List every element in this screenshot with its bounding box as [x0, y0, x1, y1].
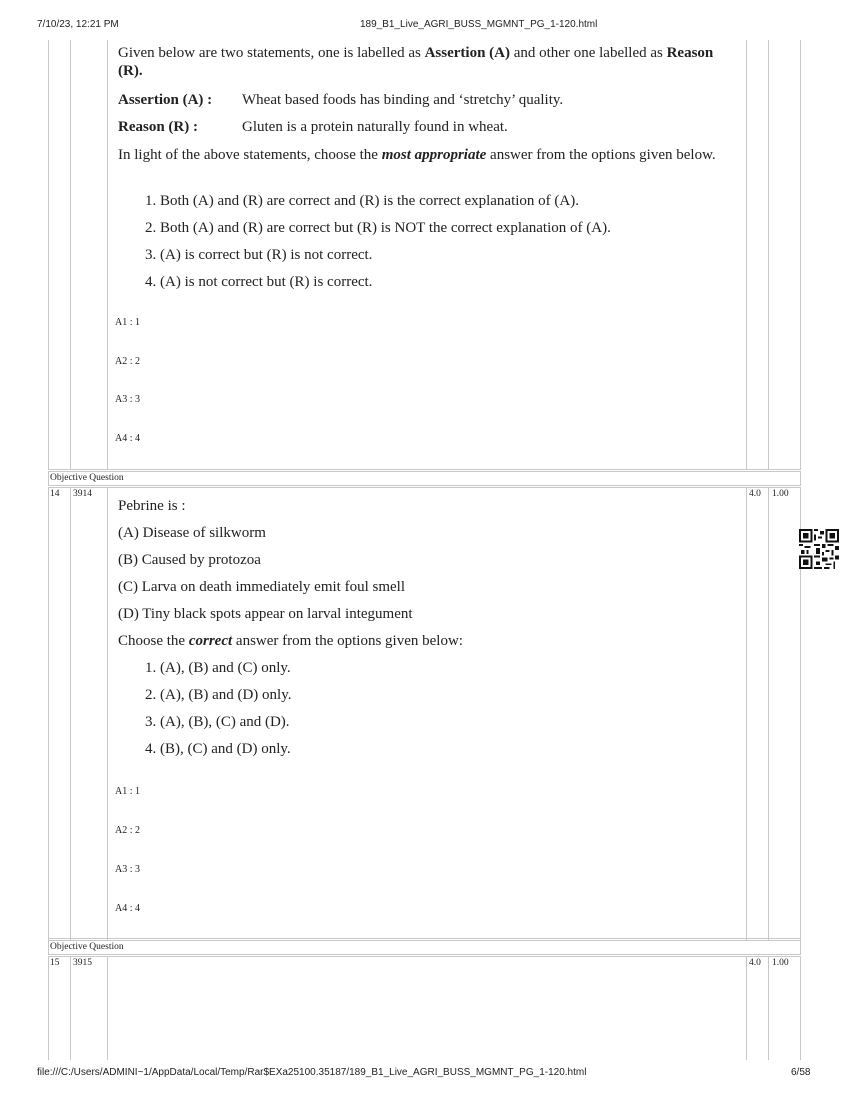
q14-statement-a: (A) Disease of silkworm: [118, 525, 266, 541]
q13-option-3: 3. (A) is correct but (R) is not correct.: [145, 247, 373, 263]
q14-marks: 4.0: [749, 489, 761, 499]
q13-answer-4: A4 : 4: [115, 433, 140, 444]
grid-line: [48, 940, 49, 954]
q14-statement-c: (C) Larva on death immediately emit foul smell: [118, 579, 405, 595]
q15-serial-number: 15: [50, 958, 60, 968]
q13-assertion-term: Assertion (A): [424, 45, 510, 61]
q13-option-4: 4. (A) is not correct but (R) is correct.: [145, 274, 373, 290]
print-file-path: file:///C:/Users/ADMINI~1/AppData/Local/Temp/Rar$EXa25100.35187/189_B1_Live_AGRI_BUSS_MGMNT_PG_1-120.html: [37, 1067, 587, 1078]
q14-option-3: 3. (A), (B), (C) and (D).: [145, 714, 290, 730]
print-page-number: 6/58: [791, 1067, 811, 1078]
grid-line: [48, 469, 801, 470]
grid-line: [48, 471, 49, 485]
q13-reason-label: Reason (R) :: [118, 119, 198, 135]
print-doc-title: 189_B1_Live_AGRI_BUSS_MGMNT_PG_1-120.html: [360, 19, 598, 30]
q15-question-id: 3915: [73, 958, 92, 968]
q14-negative-marks: 1.00: [772, 489, 789, 499]
grid-line: [800, 940, 801, 954]
q15-marks: 4.0: [749, 958, 761, 968]
grid-line: [48, 940, 801, 941]
q14-instruction-part2: answer from the options given below:: [235, 633, 463, 649]
grid-line: [746, 956, 747, 1060]
q14-answer-2: A2 : 2: [115, 825, 140, 836]
grid-line: [768, 956, 769, 1060]
q14-type-label: Objective Question: [50, 473, 124, 483]
q13-reason-term: Reason (R).: [118, 45, 714, 79]
q14-answer-4: A4 : 4: [115, 903, 140, 914]
q13-assertion-label: Assertion (A) :: [118, 92, 213, 108]
grid-line: [107, 40, 108, 470]
grid-line: [800, 40, 801, 470]
grid-line: [48, 485, 801, 486]
grid-line: [70, 487, 71, 940]
q13-assertion-text: Wheat based foods has binding and ‘stretchy’ quality.: [242, 92, 564, 108]
q13-intro: [118, 44, 736, 80]
q13-reason-row: [118, 118, 508, 136]
q13-reason-text: Gluten is a protein naturally found in wheat.: [242, 119, 508, 135]
q14-title: Pebrine is :: [118, 498, 186, 514]
grid-line: [48, 956, 49, 1060]
grid-line: [107, 487, 108, 940]
grid-line: [48, 487, 801, 488]
grid-line: [746, 40, 747, 470]
q13-option-1: 1. Both (A) and (R) are correct and (R) is the correct explanation of (A).: [145, 193, 579, 209]
q14-instruction-emphasis: correct: [188, 633, 233, 649]
print-datetime: 7/10/23, 12:21 PM: [37, 19, 119, 30]
q13-answer-1: A1 : 1: [115, 317, 140, 328]
q14-option-1: 1. (A), (B) and (C) only.: [145, 660, 291, 676]
grid-line: [746, 487, 747, 940]
q13-instruction: [118, 146, 736, 164]
grid-line: [48, 40, 49, 470]
q14-answer-3: A3 : 3: [115, 864, 140, 875]
q13-intro-part1: Given below are two statements, one is labelled as: [118, 45, 421, 61]
q14-instruction-part1: Choose the: [118, 633, 186, 649]
grid-line: [768, 40, 769, 470]
grid-line: [48, 956, 801, 957]
grid-line: [70, 956, 71, 1060]
q13-answer-3: A3 : 3: [115, 394, 140, 405]
grid-line: [800, 956, 801, 1060]
grid-line: [768, 487, 769, 940]
grid-line: [48, 954, 801, 955]
q13-instruction-part2: answer from the options given below.: [490, 147, 716, 163]
q13-answer-2: A2 : 2: [115, 356, 140, 367]
grid-line: [48, 938, 801, 939]
q15-type-label: Objective Question: [50, 942, 124, 952]
q15-negative-marks: 1.00: [772, 958, 789, 968]
q13-instruction-part1: In light of the above statements, choose the: [118, 147, 378, 163]
grid-line: [48, 487, 49, 940]
q13-instruction-emphasis: most appropriate: [381, 147, 487, 163]
grid-line: [48, 471, 801, 472]
q13-intro-part2: and other one labelled as: [513, 45, 663, 61]
q14-statement-b: (B) Caused by protozoa: [118, 552, 261, 568]
grid-line: [70, 40, 71, 470]
q14-option-2: 2. (A), (B) and (D) only.: [145, 687, 292, 703]
q14-instruction: [118, 632, 463, 650]
q14-serial-number: 14: [50, 489, 60, 499]
qr-code-icon: [799, 529, 839, 569]
q14-statement-d: (D) Tiny black spots appear on larval integument: [118, 606, 413, 622]
grid-line: [107, 956, 108, 1060]
q14-option-4: 4. (B), (C) and (D) only.: [145, 741, 291, 757]
q14-answer-1: A1 : 1: [115, 786, 140, 797]
grid-line: [800, 471, 801, 485]
q13-option-2: 2. Both (A) and (R) are correct but (R) is NOT the correct explanation of (A).: [145, 220, 611, 236]
q14-question-id: 3914: [73, 489, 92, 499]
q13-assertion-row: [118, 91, 563, 109]
